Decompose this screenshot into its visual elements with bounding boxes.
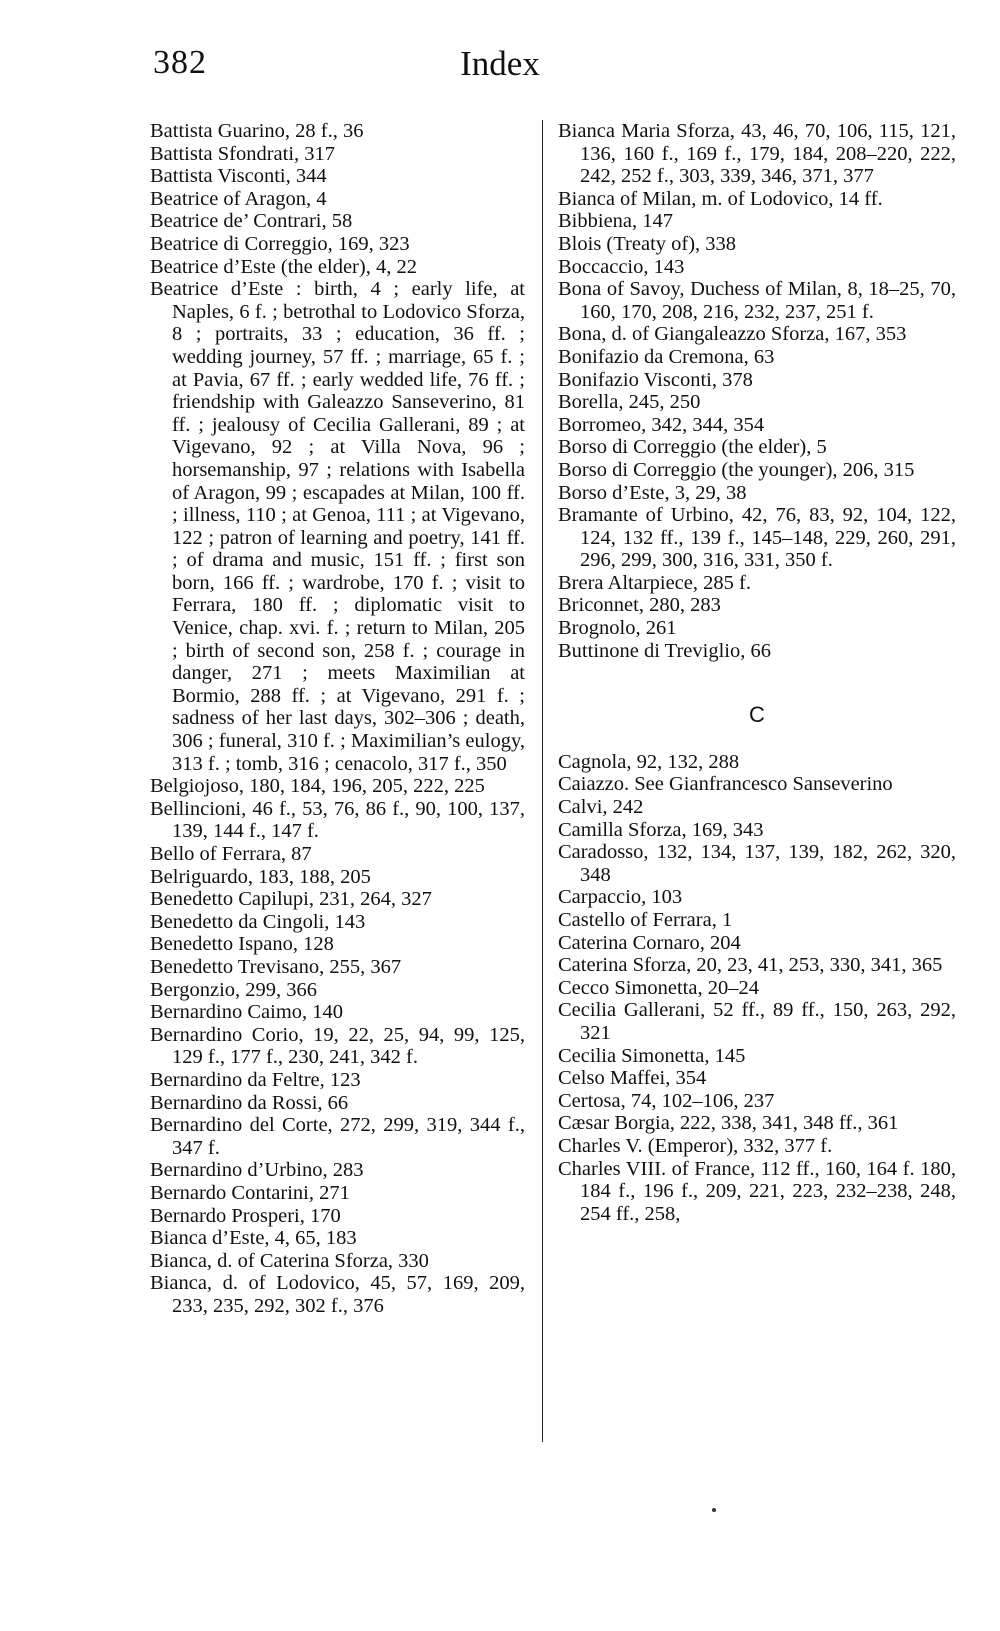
- section-letter: C: [749, 702, 765, 728]
- index-entry: Bianca of Milan, m. of Lodovico, 14 ff.: [558, 187, 883, 210]
- index-entry: Beatrice di Correggio, 169, 323: [150, 232, 410, 255]
- index-entry: Borso di Correggio (the elder), 5: [558, 436, 827, 459]
- index-entry: Cecco Simonetta, 20–24: [558, 976, 759, 999]
- index-entry: Battista Guarino, 28 f., 36: [150, 120, 364, 142]
- index-entry: Beatrice of Aragon, 4: [150, 187, 327, 210]
- index-entry: Boccaccio, 143: [558, 255, 685, 278]
- index-entry: Beatrice d’Este (the elder), 4, 22: [150, 255, 417, 278]
- column-divider: [542, 120, 543, 1442]
- index-entry: Bona of Savoy, Duchess of Milan, 8, 18–25, 70, 160, 170, 208, 216, 232, 237, 251 f.: [558, 278, 956, 323]
- index-entries-b: [558, 120, 956, 662]
- index-entry: Beatrice de’ Contrari, 58: [150, 210, 353, 233]
- index-entry: Bernardino del Corte, 272, 299, 319, 344 f., 347 f.: [150, 1114, 525, 1159]
- index-entry: Benedetto Capilupi, 231, 264, 327: [150, 888, 432, 911]
- index-entry: Caterina Sforza, 20, 23, 41, 253, 330, 341, 365: [558, 954, 943, 977]
- index-entry: Bianca, d. of Caterina Sforza, 330: [150, 1249, 429, 1272]
- index-entry: Bernardino Caimo, 140: [150, 1001, 344, 1024]
- index-entry: Bellincioni, 46 f., 53, 76, 86 f., 90, 100, 137, 139, 144 f., 147 f.: [150, 797, 525, 843]
- index-entry: Charles V. (Emperor), 332, 377 f.: [558, 1134, 833, 1157]
- index-entry: Bianca d’Este, 4, 65, 183: [150, 1227, 357, 1250]
- index-entries-c: [558, 751, 956, 1225]
- index-entry: Camilla Sforza, 169, 343: [558, 818, 764, 841]
- page-mark: [712, 1508, 716, 1512]
- index-entry: Brognolo, 261: [558, 617, 677, 640]
- index-entry: Bernardino da Feltre, 123: [150, 1068, 361, 1091]
- page-number: 382: [153, 44, 207, 81]
- running-head-title: Index: [460, 44, 540, 83]
- index-entry: Caterina Cornaro, 204: [558, 931, 741, 954]
- index-entry: Benedetto Trevisano, 255, 367: [150, 955, 402, 978]
- index-entry: Benedetto da Cingoli, 143: [150, 910, 366, 933]
- index-entry: Bernardino d’Urbino, 283: [150, 1159, 364, 1182]
- index-entry: Buttinone di Treviglio, 66: [558, 639, 771, 662]
- index-entry: Bergonzio, 299, 366: [150, 978, 318, 1001]
- index-entry: Bonifazio Visconti, 378: [558, 368, 753, 391]
- index-entry: Bello of Ferrara, 87: [150, 843, 312, 865]
- index-entry: Battista Sfondrati, 317: [150, 142, 336, 165]
- index-entry: Beatrice d’Este : birth, 4 ; early life, at Naples, 6 f. ; betrothal to Lodovico Sforza, 8 ; portraits, 33 ; education, 36 ff. ; wedding journey, 57 ff. ; marriage, 65 f. ; at Pavia, 67 ff. ; early wedded life, 76 ff. ; friendship with Galeazzo Sanseverino, 81 ff. ; jealousy of Cecilia Gallerani, 89 ; at Vigevano, 92 ; at Villa Nova, 96 ; horsemanship, 97 ; relations with Isabella of Aragon, 99 ; escapades at Milan, 100 ff. ; illness, 110 ; at Genoa, 111 ; at Vigevano, 122 ; patron of learning and poetry, 141 ff. ; of drama and music, 151 ff. ; first son born, 166 ff. ; wardrobe, 170 f. ; visit to Ferrara, 180 ff. ; diplomatic visit to Venice, chap. xvi. f. ; return to Milan, 205 ; birth of second son, 258 f. ; courage in danger, 271 ; meets Maximilian at Bormio, 288 ff. ; at Vigevano, 291 f. ; sadness of her last days, 302–306 ; death, 306 ; funeral, 310 f. ; Maximilian’s eulogy, 313 f. ; tomb, 316 ; cenacolo, 317 f., 350: [150, 278, 525, 775]
- index-entry: Certosa, 74, 102–106, 237: [558, 1089, 775, 1112]
- index-entry: Borromeo, 342, 344, 354: [558, 413, 765, 436]
- index-entry: Benedetto Ispano, 128: [150, 933, 334, 956]
- index-entry: Cagnola, 92, 132, 288: [558, 750, 740, 773]
- index-entry: Cæsar Borgia, 222, 338, 341, 348 ff., 361: [558, 1112, 899, 1135]
- index-entry: Brera Altarpiece, 285 f.: [558, 571, 751, 594]
- index-entry: Charles VIII. of France, 112 ff., 160, 164 f. 180, 184 f., 196 f., 209, 221, 223, 232–238, 248, 254 ff., 258,: [558, 1157, 956, 1225]
- index-entry: Bianca, d. of Lodovico, 45, 57, 169, 209, 233, 235, 292, 302 f., 376: [150, 1272, 525, 1317]
- index-entry: Bernardo Prosperi, 170: [150, 1204, 341, 1227]
- index-entry: Belriguardo, 183, 188, 205: [150, 865, 371, 888]
- index-entry: Bernardino da Rossi, 66: [150, 1091, 349, 1114]
- index-entry: Bernardo Contarini, 271: [150, 1181, 350, 1204]
- index-entry: Bramante of Urbino, 42, 76, 83, 92, 104, 122, 124, 132 ff., 139 f., 145–148, 229, 260, 291, 296, 299, 300, 316, 331, 350 f.: [558, 504, 956, 572]
- index-entry: Borso di Correggio (the younger), 206, 315: [558, 458, 915, 481]
- index-entry: Cecilia Simonetta, 145: [558, 1044, 746, 1067]
- index-entry: Bernardino Corio, 19, 22, 25, 94, 99, 125, 129 f., 177 f., 230, 241, 342 f.: [150, 1023, 525, 1069]
- index-entry: Castello of Ferrara, 1: [558, 909, 733, 931]
- index-entry: Cecilia Gallerani, 52 ff., 89 ff., 150, 263, 292, 321: [558, 999, 956, 1044]
- index-entry: Battista Visconti, 344: [150, 165, 327, 188]
- index-entry: Bianca Maria Sforza, 43, 46, 70, 106, 115, 121, 136, 160 f., 169 f., 179, 184, 208–220, 222, 242, 252 f., 303, 339, 346, 371, 377: [558, 120, 956, 188]
- index-entry: Caradosso, 132, 134, 137, 139, 182, 262, 320, 348: [558, 841, 956, 886]
- index-entry: Bonifazio da Cremona, 63: [558, 345, 775, 368]
- index-entry: Blois (Treaty of), 338: [558, 232, 737, 255]
- index-column-right: [558, 120, 956, 1225]
- index-entry: Borso d’Este, 3, 29, 38: [558, 481, 747, 504]
- index-entry: Briconnet, 280, 283: [558, 594, 721, 617]
- index-entry: Borella, 245, 250: [558, 391, 701, 414]
- index-entry: Carpaccio, 103: [558, 886, 683, 909]
- index-entry: Bona, d. of Giangaleazzo Sforza, 167, 353: [558, 323, 907, 346]
- index-entry: Bibbiena, 147: [558, 210, 674, 233]
- index-entry: Calvi, 242: [558, 796, 644, 819]
- index-entry: Celso Maffei, 354: [558, 1067, 707, 1090]
- index-entry: Caiazzo. See Gianfrancesco Sanseverino: [558, 773, 893, 796]
- index-column-left: [150, 120, 525, 1317]
- index-entry: Belgiojoso, 180, 184, 196, 205, 222, 225: [150, 775, 485, 798]
